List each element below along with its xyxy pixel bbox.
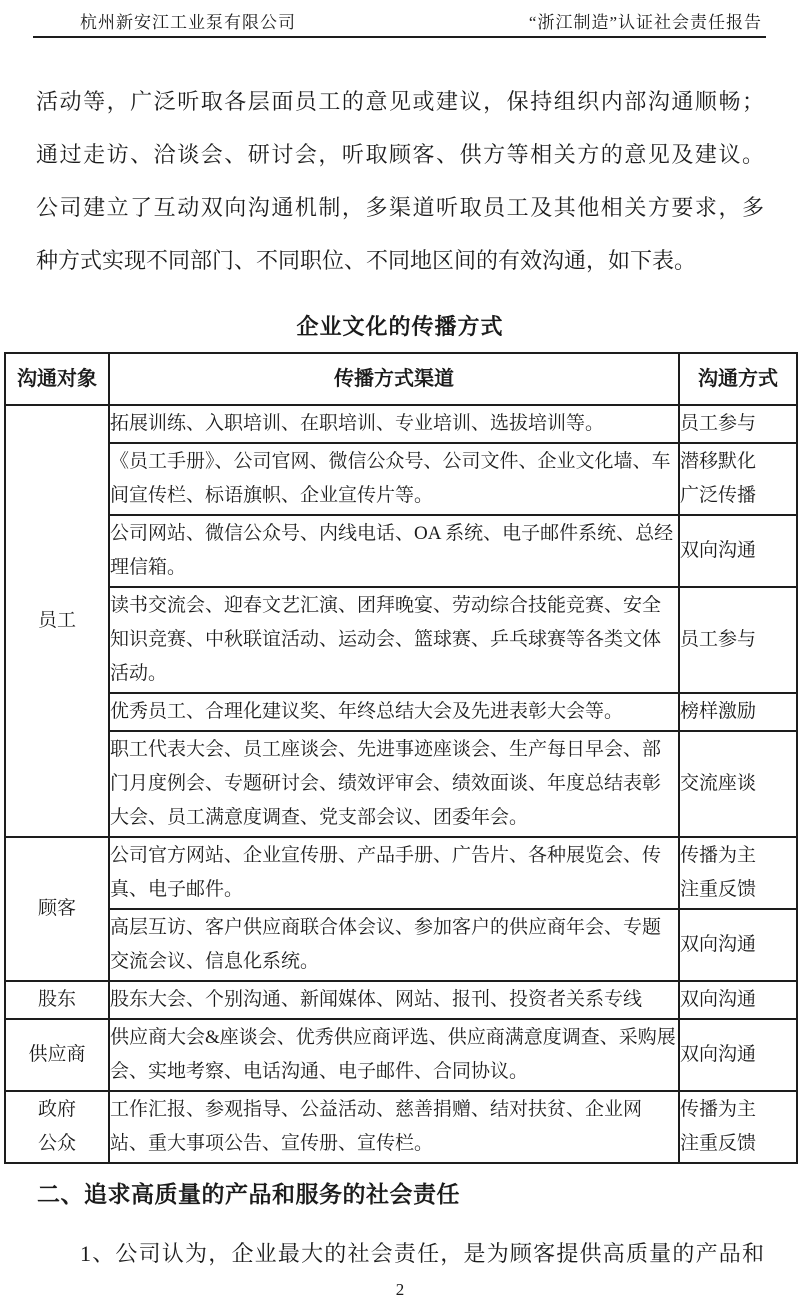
object-cell-government-public xyxy=(5,1091,109,1163)
intro-line: 公司建立了互动双向沟通机制，多渠道听取员工及其他相关方要求，多 xyxy=(36,195,764,220)
column-header-channel: 传播方式渠道 xyxy=(109,353,679,405)
column-header-method: 沟通方式 xyxy=(679,353,797,405)
channel-cell: 公司网站、微信公众号、内线电话、OA 系统、电子邮件系统、总经理信箱。 xyxy=(109,515,679,587)
intro-line: 种方式实现不同部门、不同职位、不同地区间的有效沟通，如下表。 xyxy=(36,248,697,273)
intro-line: 通过走访、洽谈会、研讨会，听取顾客、供方等相关方的意见及建议。 xyxy=(36,142,764,167)
method-line: 潜移默化 xyxy=(680,451,757,472)
object-line: 政府 xyxy=(37,1099,76,1120)
channel-cell: 拓展训练、入职培训、在职培训、专业培训、选拔培训等。 xyxy=(109,405,679,443)
table-row xyxy=(5,693,797,731)
channel-cell: 供应商大会&座谈会、优秀供应商评选、供应商满意度调查、采购展会、实地考察、电话沟通、电子邮件、合同协议。 xyxy=(109,1019,679,1091)
method-cell: 双向沟通 xyxy=(679,909,797,981)
table-row xyxy=(5,1019,797,1091)
method-cell: 榜样激励 xyxy=(679,693,797,731)
method-line: 传播为主 xyxy=(680,845,757,866)
running-header xyxy=(0,0,800,33)
table-row xyxy=(5,405,797,443)
channel-cell: 职工代表大会、员工座谈会、先进事迹座谈会、生产每日早会、部门月度例会、专题研讨会、绩效评审会、绩效面谈、年度总结表彰大会、员工满意度调查、党支部会议、团委年会。 xyxy=(109,731,679,837)
page-number: 2 xyxy=(395,1280,405,1299)
object-line: 公众 xyxy=(37,1133,76,1154)
table-row xyxy=(5,909,797,981)
method-cell: 双向沟通 xyxy=(679,981,797,1019)
method-line: 广泛传播 xyxy=(680,485,757,506)
table-row xyxy=(5,515,797,587)
header-report-title: “浙江制造”认证社会责任报告 xyxy=(528,13,762,32)
header-company-name: 杭州新安江工业泵有限公司 xyxy=(80,13,296,32)
table-row xyxy=(5,587,797,693)
intro-line: 活动等，广泛听取各层面员工的意见或建议，保持组织内部沟通顺畅； xyxy=(36,89,764,114)
table-row xyxy=(5,443,797,515)
table-title: 企业文化的传播方式 xyxy=(296,314,504,339)
table-row xyxy=(5,837,797,909)
method-line: 传播为主 xyxy=(680,1099,757,1120)
method-cell: 双向沟通 xyxy=(679,1019,797,1091)
channel-cell: 读书交流会、迎春文艺汇演、团拜晚宴、劳动综合技能竞赛、安全知识竞赛、中秋联谊活动、运动会、篮球赛、乒乓球赛等各类文体活动。 xyxy=(109,587,679,693)
communication-table xyxy=(4,352,798,1164)
method-cell xyxy=(679,837,797,909)
channel-cell: 工作汇报、参观指导、公益活动、慈善捐赠、结对扶贫、企业网站、重大事项公告、宣传册、宣传栏。 xyxy=(109,1091,679,1163)
object-cell-employee: 员工 xyxy=(5,405,109,837)
table-header-row xyxy=(5,353,797,405)
method-line: 注重反馈 xyxy=(680,1133,757,1154)
method-cell: 员工参与 xyxy=(679,587,797,693)
method-cell: 双向沟通 xyxy=(679,515,797,587)
section-paragraph: 1、公司认为，企业最大的社会责任，是为顾客提供高质量的产品和 xyxy=(80,1241,764,1266)
object-cell-supplier: 供应商 xyxy=(5,1019,109,1091)
table-row xyxy=(5,731,797,837)
method-cell xyxy=(679,1091,797,1163)
method-line: 注重反馈 xyxy=(680,879,757,900)
column-header-object: 沟通对象 xyxy=(5,353,109,405)
section-heading: 二、追求高质量的产品和服务的社会责任 xyxy=(37,1181,460,1207)
table-row xyxy=(5,981,797,1019)
object-cell-shareholder: 股东 xyxy=(5,981,109,1019)
table-row xyxy=(5,1091,797,1163)
channel-cell: 公司官方网站、企业宣传册、产品手册、广告片、各种展览会、传真、电子邮件。 xyxy=(109,837,679,909)
channel-cell: 优秀员工、合理化建议奖、年终总结大会及先进表彰大会等。 xyxy=(109,693,679,731)
channel-cell: 股东大会、个别沟通、新闻媒体、网站、报刊、投资者关系专线 xyxy=(109,981,679,1019)
method-cell: 员工参与 xyxy=(679,405,797,443)
method-cell: 交流座谈 xyxy=(679,731,797,837)
method-cell xyxy=(679,443,797,515)
object-cell-customer: 顾客 xyxy=(5,837,109,981)
channel-cell: 高层互访、客户供应商联合体会议、参加客户的供应商年会、专题交流会议、信息化系统。 xyxy=(109,909,679,981)
intro-paragraph xyxy=(36,75,764,287)
header-rule xyxy=(33,36,766,38)
channel-cell: 《员工手册》、公司官网、微信公众号、公司文件、企业文化墙、车间宣传栏、标语旗帜、企业宣传片等。 xyxy=(109,443,679,515)
